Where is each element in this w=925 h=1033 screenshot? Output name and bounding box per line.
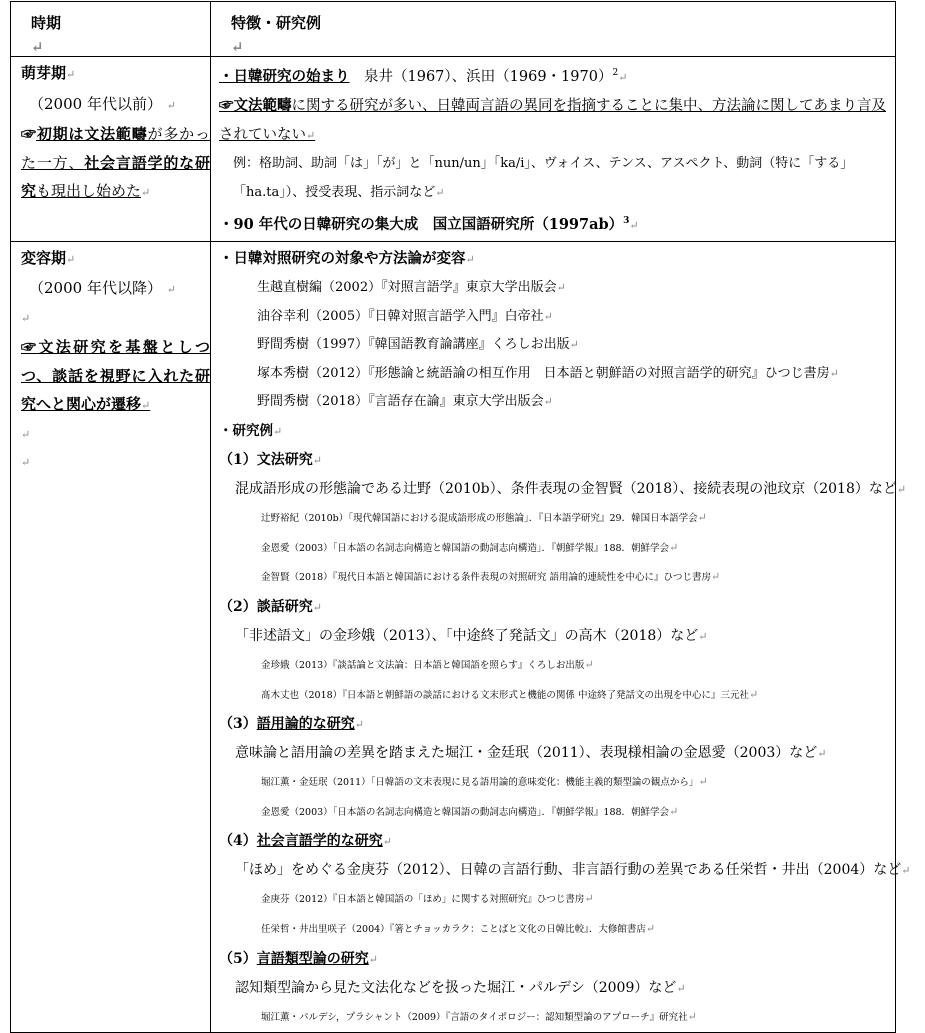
change-bullet: ・日韓対照研究の対象や方法論が変容↵ bbox=[219, 249, 475, 267]
section-title: （1）文法研究↵ bbox=[219, 452, 322, 469]
section-title: （3）語用論的な研究↵ bbox=[219, 716, 364, 733]
header-features: 特徴・研究例 ↵ bbox=[211, 2, 896, 57]
book-item: 野間秀樹（1997）『韓国語教育論講座』くろしお出版↵ bbox=[257, 337, 579, 353]
period-note: ☞初期は文法範疇が多かった一方、社会言語学的な研究も現出し始めた↵ bbox=[21, 125, 210, 200]
section-ref: 堀江薫・金廷珉（2011）「日韓語の文末表現に見る語用論的意味変化：機能主義的類型論の観点から」↵ bbox=[261, 775, 708, 789]
section-title: （2）談話研究↵ bbox=[219, 598, 322, 615]
empty-para: ↵ bbox=[21, 456, 31, 470]
grammar-note: ☞文法範疇に関する研究が多い、日韓両言語の異同を指摘することに集中、方法論に関してあまり言及されていない↵ bbox=[219, 97, 886, 143]
book-item: 油谷幸利（2005）『日韓対照言語学入門』白帝社↵ bbox=[257, 308, 553, 324]
section-ref: 金恩愛（2003）「日本語の名詞志向構造と韓国語の動詞志向構造」．『朝鮮学報』188．朝鮮学会↵ bbox=[261, 540, 679, 554]
section-ref: 金庚芬（2012）『日本語と韓国語の「ほめ」に関する対照研究』ひつじ書房↵ bbox=[261, 892, 594, 906]
start-line: ・日韓研究の始まり 泉井（1967）、浜田（1969・1970）$^2$↵ bbox=[219, 67, 628, 85]
section-ref: 金恩愛（2003）「日本語の名詞志向構造と韓国語の動詞志向構造」．『朝鮮学報』188．朝鮮学会↵ bbox=[261, 804, 679, 818]
collection-line: ・90 年代の日韓研究の集大成 国立国語研究所$(1997ab)^3↵$ bbox=[219, 216, 639, 234]
period-name: 萌芽期↵ bbox=[21, 64, 76, 82]
section-ref: 任栄哲・井出里咲子（2004）『箸とチョッカラク：ことばと文化の日韓比較』．大修館書店↵ bbox=[261, 921, 656, 935]
row-change bbox=[11, 241, 896, 1032]
feature-cell-early bbox=[211, 57, 896, 242]
period-cell-early bbox=[11, 57, 211, 242]
section-ref: 辻野裕紀（2010b）「現代韓国語における混成語形成の形態論」．『日本語学研究』29．韓国日本語学会↵ bbox=[261, 511, 707, 525]
period-cell-change bbox=[11, 241, 211, 1032]
book-item: 塚本秀樹（2012）『形態論と統語論の相互作用 日本語と朝鮮語の対照言語学的研究』ひつじ書房↵ bbox=[257, 365, 839, 381]
period-range: （2000 年代以前） ↵ bbox=[29, 94, 176, 113]
book-item: 生越直樹編（2002）『対照言語学』東京大学出版会↵ bbox=[257, 280, 566, 296]
empty-para: ↵ bbox=[21, 427, 31, 441]
empty-para: ↵ bbox=[21, 311, 31, 325]
period-range: （2000 年代以降） ↵ bbox=[29, 279, 176, 298]
period-note: ☞文法研究を基盤としつつ、談話を視野に入れた研究へと関心が遷移↵ bbox=[21, 338, 210, 414]
section-summary: 混成語形成の形態論である辻野（2010b）、条件表現の金智賢（2018）、接続表現の池玟京（2018）など↵ bbox=[235, 481, 907, 498]
section-ref: 髙木丈也（2018）『日本語と朝鮮語の談話における文末形式と機能の関係 中途終了発話文の出現を中心に』三元社↵ bbox=[261, 687, 759, 701]
header-row bbox=[11, 2, 896, 57]
section-summary: 「ほめ」をめぐる金庚芬（2012）、日韓の言語行動、非言語行動の差異である任栄哲・井出（2004）など↵ bbox=[235, 862, 911, 879]
section-summary: 「非述語文」の金珍娥（2013）、「中途終了発話文」の高木（2018）など↵ bbox=[235, 627, 708, 644]
book-item: 野間秀樹（2018）『言語存在論』東京大学出版会↵ bbox=[257, 394, 553, 410]
examples-bullet: ・研究例↵ bbox=[219, 422, 283, 439]
section-title: （4）社会言語学的な研究↵ bbox=[219, 833, 392, 850]
feature-cell-change bbox=[211, 241, 911, 1032]
row-early bbox=[11, 57, 896, 242]
period-name: 変容期↵ bbox=[21, 248, 76, 267]
section-title: （5）言語類型論の研究↵ bbox=[219, 950, 378, 967]
section-summary: 認知類型論から見た文法化などを扱った堀江・パルデシ（2009）など↵ bbox=[235, 979, 686, 996]
section-ref: 堀江薫・パルデシ，プラシャント（2009）『言語のタイポロジー：認知類型論のアプローチ』研究社↵ bbox=[261, 1009, 697, 1023]
section-ref: 金智賢（2018）『現代日本語と韓国語における条件表現の対照研究 語用論的連続性を中心に』ひつじ書房↵ bbox=[261, 570, 721, 584]
section-ref: 金珍娥（2013）『談話論と文法論：日本語と韓国語を照らす』くろしお出版↵ bbox=[261, 657, 594, 671]
section-summary: 意味論と語用論の差異を踏まえた堀江・金廷珉（2011）、表現様相論の金恩愛（2003）など↵ bbox=[235, 745, 827, 762]
research-table bbox=[10, 1, 911, 1033]
example-line: 例：格助詞、助詞「は」「が」と「nun/un」「ka/i」、ヴォイス、テンス、アスペクト、動詞（特に「する」「ha.ta」）、授受表現、指示詞など↵ bbox=[233, 156, 854, 200]
header-period: 時期 ↵ bbox=[11, 2, 211, 57]
